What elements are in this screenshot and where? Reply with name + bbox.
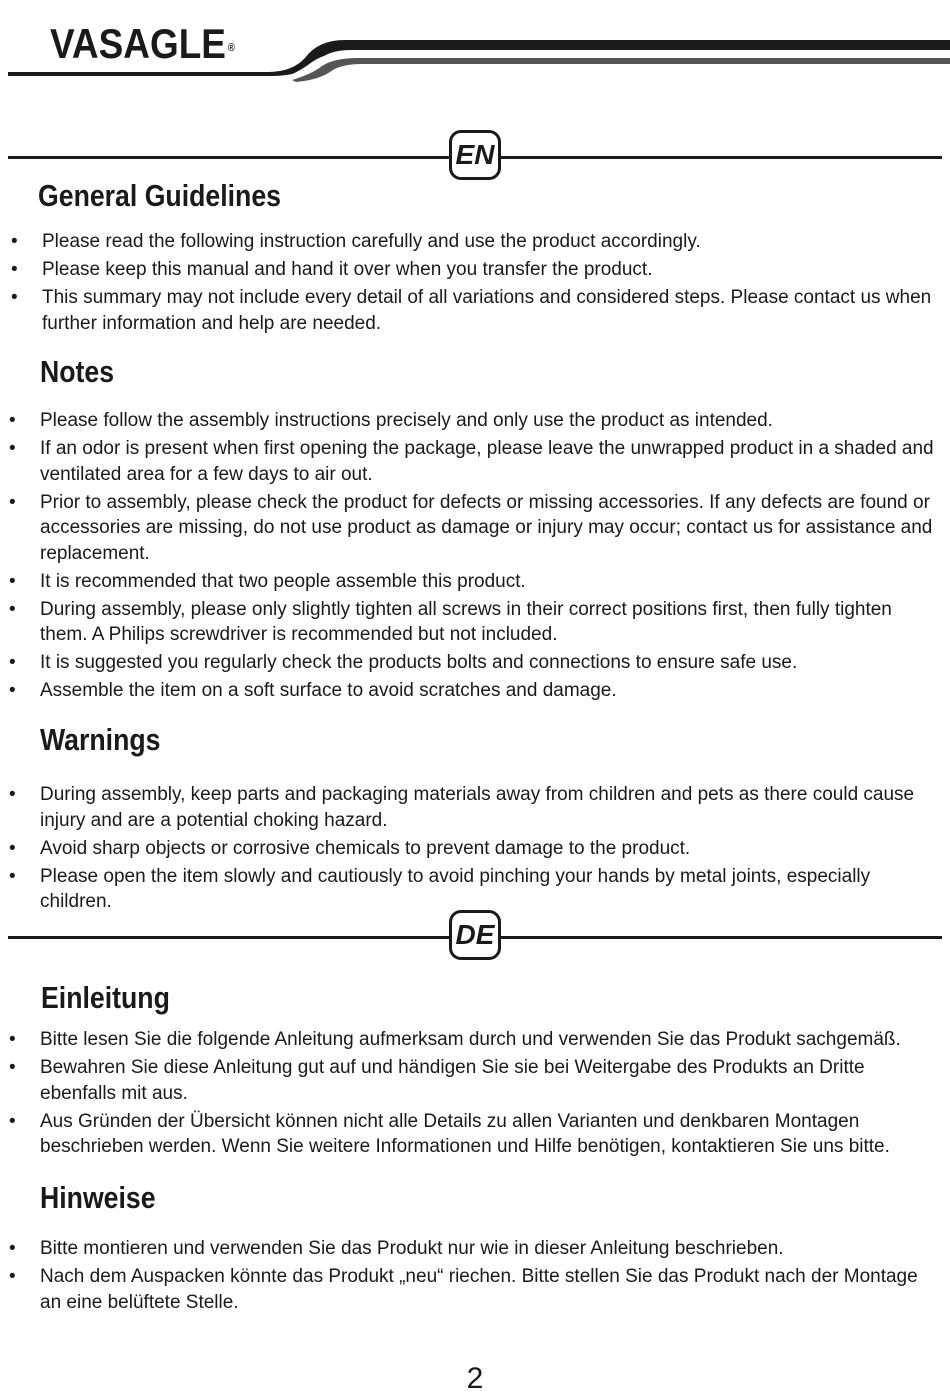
list-item: • If an odor is present when first opening the package, please leave the unwrapped product in a shaded and ventilated area for a few days to air out. — [9, 438, 934, 485]
page-number: 2 — [466, 1362, 484, 1395]
general-guidelines-title: General Guidelines — [38, 178, 281, 213]
language-badge-en: EN — [449, 130, 501, 180]
notes-list — [9, 408, 935, 706]
page-header — [0, 0, 950, 90]
list-item: • Please open the item slowly and cautiously to avoid pinching your hands by metal joints, especially children. — [9, 865, 871, 912]
einleitung-list — [9, 1027, 940, 1162]
language-badge-de: DE — [449, 910, 501, 960]
list-item: • Prior to assembly, please check the product for defects or missing accessories. If any defects are found or accessories are missing, do not use product as damage or injury may occur; contact us for assistance and replacement. — [9, 491, 933, 564]
general-guidelines-list — [11, 229, 932, 339]
registered-mark: ® — [227, 42, 235, 54]
brand-name: VASAGLE — [50, 20, 226, 67]
list-item: • Please read the following instruction carefully and use the product accordingly. — [11, 231, 701, 252]
list-item: • Please follow the assembly instructions precisely and only use the product as intended. — [9, 410, 773, 431]
list-item: • Bitte montieren und verwenden Sie das Produkt nur wie in dieser Anleitung beschrieben. — [9, 1238, 784, 1259]
list-item: • Bitte lesen Sie die folgende Anleitung aufmerksam durch und verwenden Sie das Produkt sachgemäß. — [9, 1029, 901, 1050]
warnings-list — [9, 782, 935, 917]
list-item: • It is recommended that two people assemble this product. — [9, 570, 526, 592]
list-item: • Nach dem Auspacken könnte das Produkt „neu“ riechen. Bitte stellen Sie das Produkt nach der Montage an eine belüftete Stelle. — [9, 1266, 918, 1313]
de-divider — [8, 910, 942, 970]
list-item: • This summary may not include every detail of all variations and considered steps. Please contact us when further information and help are needed. — [11, 287, 932, 334]
warnings-title: Warnings — [40, 722, 161, 757]
einleitung-title: Einleitung — [41, 980, 170, 1015]
list-item: • It is suggested you regularly check the products bolts and connections to ensure safe use. — [9, 652, 798, 673]
list-item: • Assemble the item on a soft surface to avoid scratches and damage. — [9, 680, 617, 701]
list-item: • Avoid sharp objects or corrosive chemicals to prevent damage to the product. — [9, 837, 691, 859]
brand-logo — [50, 22, 235, 66]
list-item: • Bewahren Sie diese Anleitung gut auf und händigen Sie sie bei Weitergabe des Produkts an Dritte ebenfalls mit aus. — [9, 1057, 865, 1104]
notes-title: Notes — [40, 354, 115, 389]
list-item: • During assembly, please only slightly tighten all screws in their correct positions first, then fully tighten them. A Philips screwdriver is recommended but not included. — [9, 598, 892, 645]
list-item: • Aus Gründen der Übersicht können nicht alle Details zu allen Varianten und denkbaren Montagen beschrieben werden. Wenn Sie weitere Informationen und Hilfe benötigen, kontaktieren Sie uns bitte. — [9, 1110, 890, 1157]
hinweise-title: Hinweise — [40, 1180, 156, 1215]
list-item: • Please keep this manual and hand it over when you transfer the product. — [11, 259, 653, 280]
list-item: • During assembly, keep parts and packaging materials away from children and pets as there could cause injury and are a potential choking hazard. — [9, 784, 915, 831]
hinweise-list — [9, 1236, 935, 1318]
